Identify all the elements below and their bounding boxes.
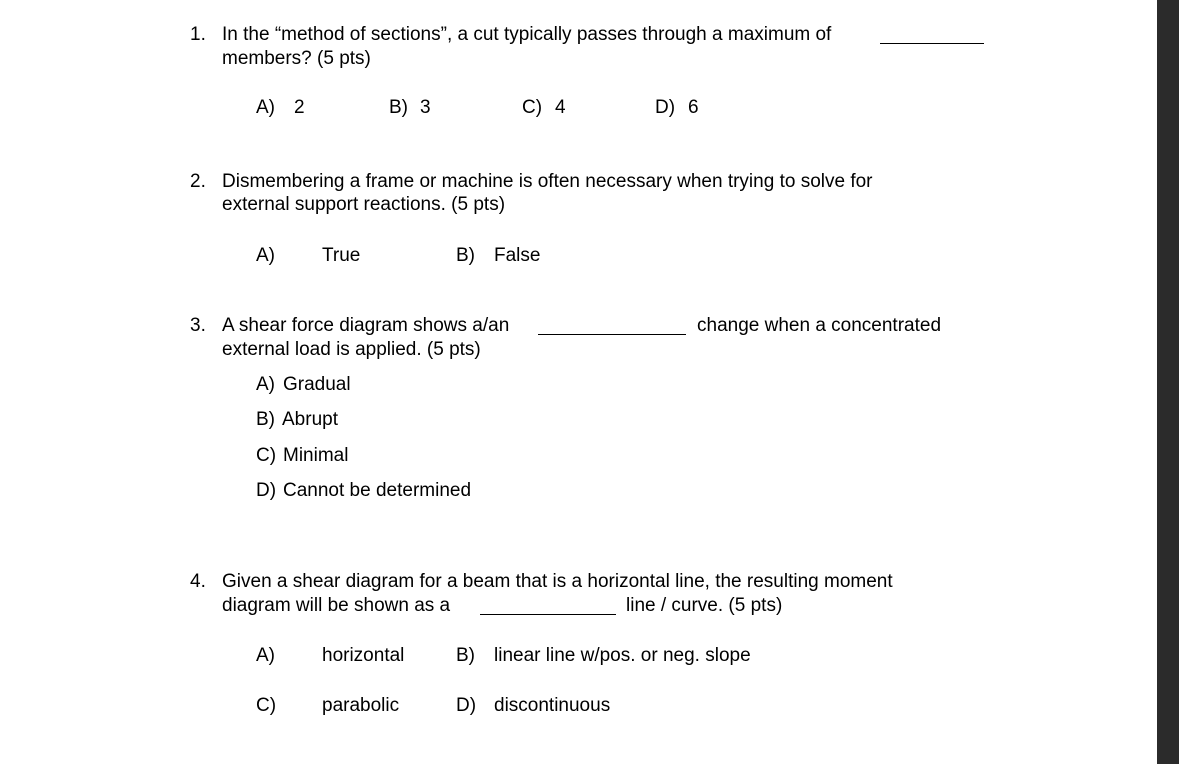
question-number: 1. — [190, 24, 206, 45]
question-text-line-1-start: A shear force diagram shows a/an — [222, 315, 510, 336]
question-text-line-1: In the “method of sections”, a cut typically passes through a maximum of — [222, 24, 832, 45]
option-letter: C) — [256, 445, 277, 466]
option-text: Minimal — [283, 445, 349, 466]
question-number: 3. — [190, 315, 206, 336]
option-letter: D) — [456, 695, 477, 716]
question-text-line-1: Dismembering a frame or machine is often necessary when trying to solve for — [222, 171, 873, 192]
answer-blank — [480, 614, 616, 615]
option-letter: B) — [389, 97, 408, 118]
question-text-line-2-start: diagram will be shown as a — [222, 595, 451, 616]
option-letter: D) — [256, 480, 277, 501]
option-text: 3 — [420, 97, 431, 118]
option-text: linear line w/pos. or neg. slope — [494, 645, 751, 666]
option-text: 4 — [555, 97, 566, 118]
question-text-line-2: members? (5 pts) — [222, 48, 371, 69]
option-letter: D) — [655, 97, 676, 118]
option-letter: A) — [256, 245, 275, 266]
option-text: False — [494, 245, 541, 266]
question-text-line-2: external support reactions. (5 pts) — [222, 194, 506, 215]
option-text: Gradual — [283, 374, 351, 395]
option-text: parabolic — [322, 695, 400, 716]
option-letter: A) — [256, 374, 275, 395]
option-letter: C) — [256, 695, 277, 716]
option-letter: A) — [256, 645, 275, 666]
option-letter: C) — [522, 97, 543, 118]
option-text: Abrupt — [282, 409, 338, 430]
option-text: 6 — [688, 97, 699, 118]
option-text: discontinuous — [494, 695, 611, 716]
question-text-line-1: Given a shear diagram for a beam that is a horizontal line, the resulting moment — [222, 571, 893, 592]
option-letter: B) — [456, 245, 475, 266]
option-text: horizontal — [322, 645, 405, 666]
option-text: Cannot be determined — [283, 480, 472, 501]
answer-blank — [538, 334, 686, 335]
question-text-line-2: external load is applied. (5 pts) — [222, 339, 481, 360]
option-letter: A) — [256, 97, 275, 118]
question-text-line-1-end: change when a concentrated — [697, 315, 942, 336]
option-letter: B) — [456, 645, 475, 666]
option-text: 2 — [294, 97, 305, 118]
question-number: 4. — [190, 571, 206, 592]
question-number: 2. — [190, 171, 206, 192]
option-text: True — [322, 245, 361, 266]
option-letter: B) — [256, 409, 275, 430]
question-text-line-2-end: line / curve. (5 pts) — [626, 595, 783, 616]
answer-blank — [880, 43, 984, 44]
